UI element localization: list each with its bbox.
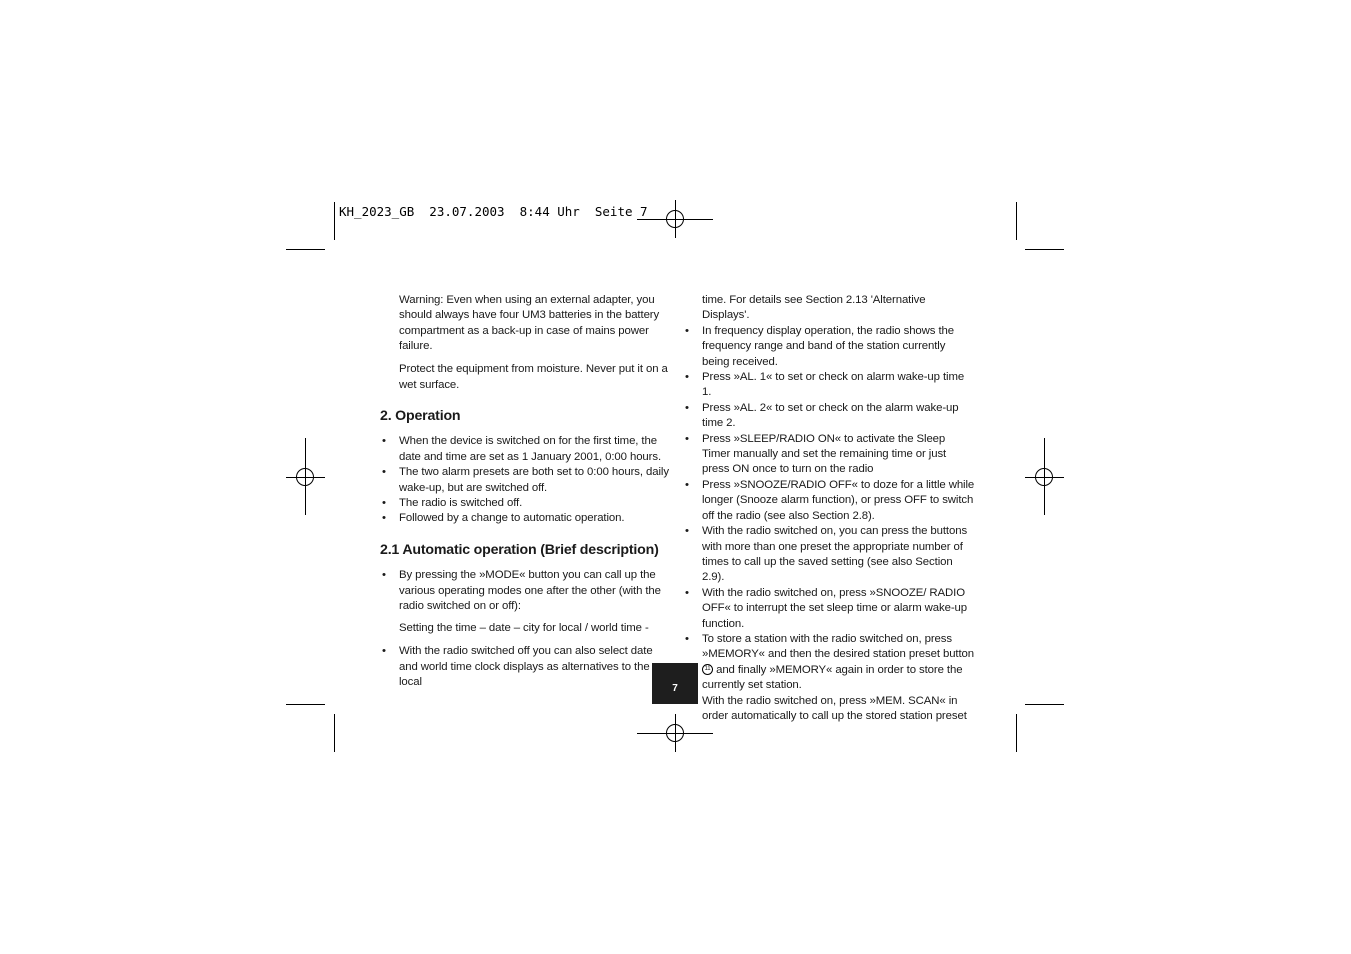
crop-mark [1016,202,1017,240]
list-item [683,632,975,694]
list-item: • By pressing the »MODE« button you can call up the various operating modes one after the other (with the radio switched on or off): [380,568,672,614]
crop-mark [286,704,325,705]
list-item: • Press »SNOOZE/RADIO OFF« to doze for a little while longer (Snooze alarm function), or press OFF to switch off the radio (see also Section 2.8). [683,478,975,524]
crop-mark [1016,714,1017,752]
list-item: • When the device is switched on for the first time, the date and time are set as 1 January 2001, 0:00 hours. [380,434,672,465]
memory-text-a: To store a station with the radio switched on, press »MEMORY« and then the desired station preset button [702,632,975,661]
crop-mark [286,249,325,250]
section-heading: 2.1 Automatic operation (Brief description) [380,541,659,558]
automatic-list [380,568,672,614]
circled-number-icon: 11 [702,664,713,675]
list-item: • The radio is switched off. [380,496,672,511]
right-column [683,293,975,732]
page-number: 7 [652,663,698,704]
list-item: • Press »AL. 2« to set or check on the alarm wake-up time 2. [683,401,975,432]
list-item: • With the radio switched off you can also select date and world time clock displays as alternatives to the local [380,644,672,690]
crop-mark [334,714,335,752]
list-item: • With the radio switched on, press »MEM. SCAN« in order automatically to call up the stored station preset [683,694,975,725]
operation-list [380,434,672,526]
continued-text: time. For details see Section 2.13 'Alternative Displays'. [702,294,926,322]
list-item: • Press »SLEEP/RADIO ON« to activate the Sleep Timer manually and set the remaining time or just press ON once to turn on the radio [683,432,975,478]
list-item: • Press »AL. 1« to set or check on alarm wake-up time 1. [683,370,975,401]
list-item: • In frequency display operation, the radio shows the frequency range and band of the station currently being received. [683,324,975,370]
list-item: • The two alarm presets are both set to 0:00 hours, daily wake-up, but are switched off. [380,465,672,496]
registration-circle-icon [1035,468,1053,486]
registration-circle-icon [666,724,684,742]
left-column [380,293,672,699]
print-slug: KH_2023_GB 23.07.2003 8:44 Uhr Seite 7 [339,204,648,219]
crop-mark [334,202,335,240]
list-item: • With the radio switched on, press »SNOOZE/ RADIO OFF« to interrupt the set sleep time or alarm wake-up function. [683,586,975,632]
automatic-list-2 [380,644,672,690]
memory-text-b: and finally »MEMORY« again in order to store the currently set station. [702,663,963,692]
section-heading: 2. Operation [380,407,461,424]
warning-paragraph: Warning: Even when using an external adapter, you should always have four UM3 batteries in the battery compartment as a back-up in case of mains power failure. [399,294,660,353]
registration-circle-icon [296,468,314,486]
list-item: • Followed by a change to automatic operation. [380,511,672,526]
crop-mark [1025,249,1064,250]
list-item: • With the radio switched on, you can press the buttons with more than one preset the appropriate number of times to call up the saved setting (see also Section 2.9). [683,524,975,586]
moisture-paragraph: Protect the equipment from moisture. Never put it on a wet surface. [399,363,668,391]
modes-paragraph: Setting the time – date – city for local / world time - [399,622,649,635]
crop-mark [1025,704,1064,705]
registration-circle-icon [666,210,684,228]
function-list [683,324,975,725]
